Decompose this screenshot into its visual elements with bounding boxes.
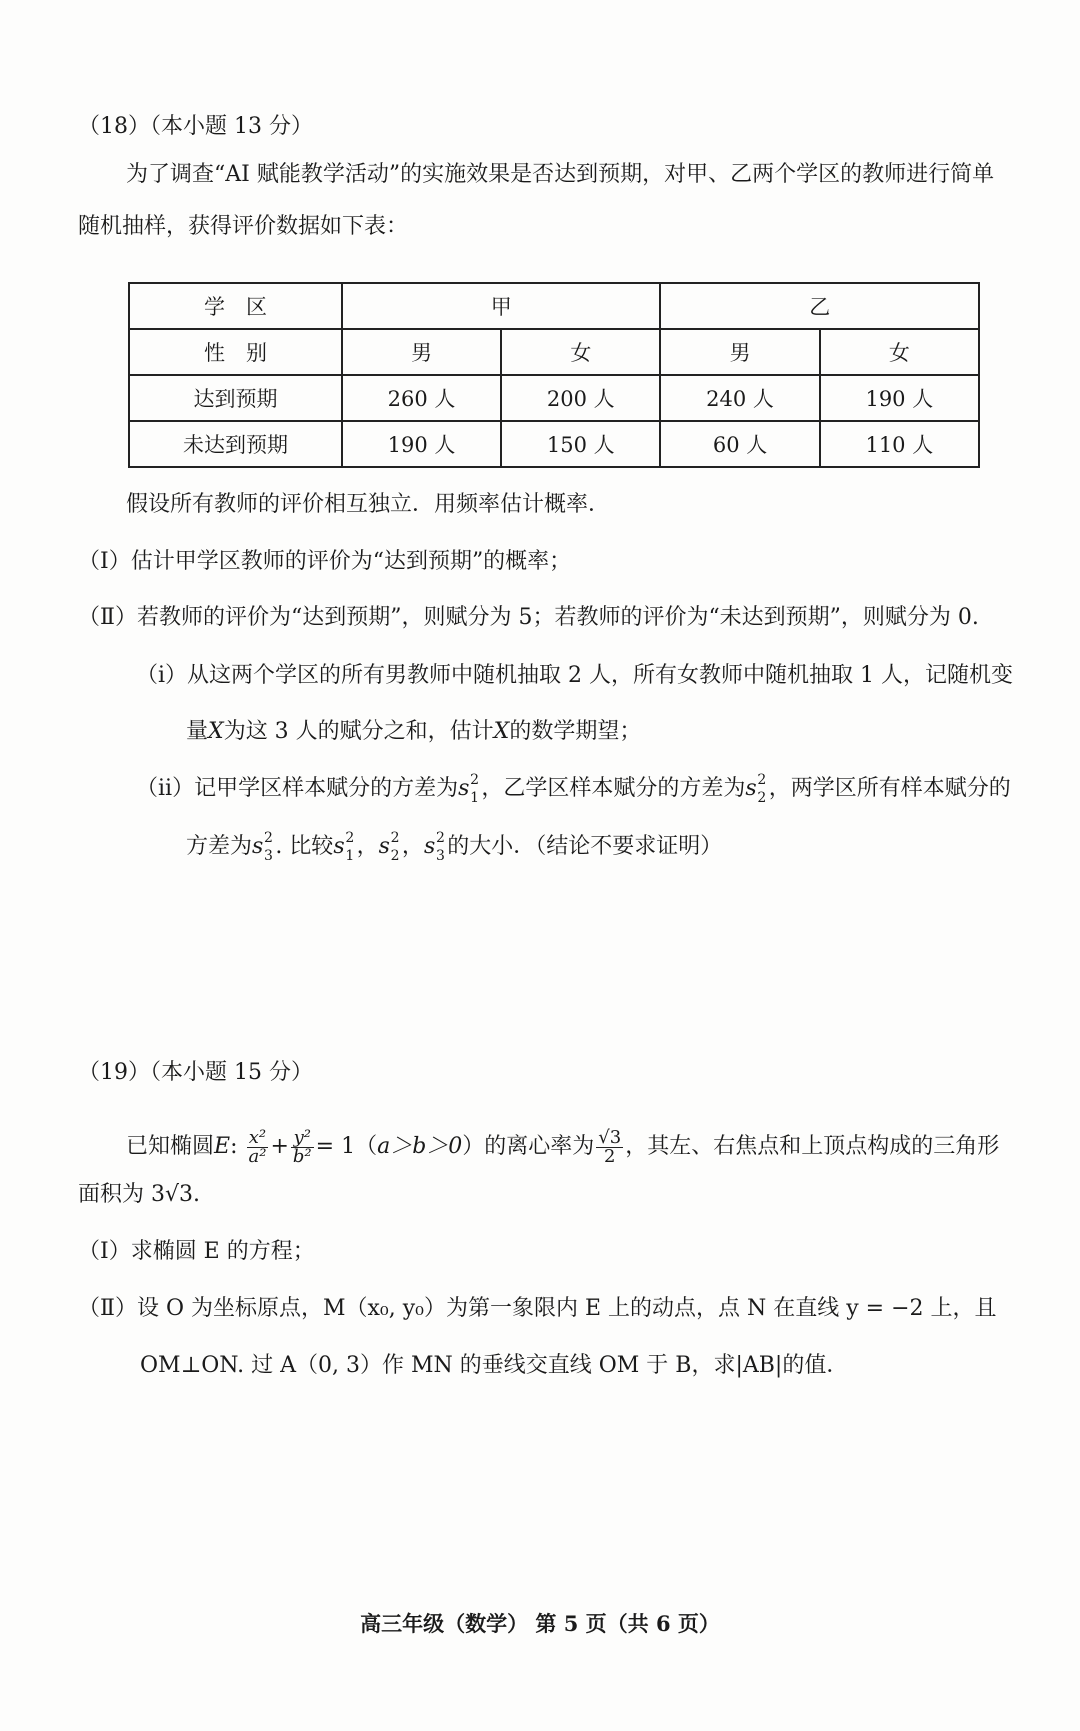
table-cell: 达到预期 [129, 375, 342, 421]
fraction-y2-b2: $\frac{\text{y²}}{\text{b²}}$ [292, 1126, 312, 1167]
table-cell: 学 区 [129, 283, 342, 329]
table-row [129, 329, 979, 375]
q19-intro [126, 1124, 999, 1170]
table-cell: 150 人 [501, 421, 660, 467]
fraction-x2-a2: $\frac{\text{x²}}{\text{a²}}$ [248, 1126, 267, 1167]
text-span: ，其左、右焦点和上顶点构成的三角形 [625, 1134, 1000, 1159]
table-cell: 190 人 [342, 421, 501, 467]
text-span: 为这 3 人的赋分之和，估计 [223, 719, 494, 744]
q18-intro-line2: 随机抽样，获得评价数据如下表： [78, 214, 409, 239]
text-span: ， [401, 834, 424, 859]
variance-s2: s 2 2 [745, 772, 767, 806]
text-span: （ⅱ）记甲学区样本赋分的方差为 [136, 776, 459, 801]
table-cell: 未达到预期 [129, 421, 342, 467]
table-cell: 男 [660, 329, 819, 375]
q18-part1: （Ⅰ）估计甲学区教师的评价为“达到预期”的概率； [78, 549, 572, 574]
q18-intro-line1: 为了调查“AI 赋能教学活动”的实施效果是否达到预期，对甲、乙两个学区的教师进行简单 [126, 162, 995, 187]
table-cell: 乙 [660, 283, 979, 329]
text-span: ，两学区所有样本赋分的 [768, 776, 1011, 801]
table-row [129, 421, 979, 467]
table-cell: 200 人 [501, 375, 660, 421]
evaluation-table [128, 282, 980, 468]
condition: a＞b＞0 [377, 1134, 463, 1159]
text-span: . [193, 1182, 201, 1207]
table-cell: 女 [501, 329, 660, 375]
table-row [129, 283, 979, 329]
q19-part1: （Ⅰ）求椭圆 E 的方程； [78, 1239, 315, 1264]
table-cell: 60 人 [660, 421, 819, 467]
table-cell: 女 [820, 329, 979, 375]
variance-s3: s 2 3 [423, 830, 445, 864]
q19-part2-line2: OM⊥ON. 过 A（0, 3）作 MN 的垂线交直线 OM 于 B，求|AB|的值． [140, 1353, 849, 1378]
text-span: = 1（ [315, 1134, 378, 1159]
text-span: 量 [186, 719, 209, 744]
table-cell: 甲 [342, 283, 661, 329]
table-cell: 110 人 [820, 421, 979, 467]
text-span: 的数学期望； [509, 719, 642, 744]
q18-assumption: 假设所有教师的评价相互独立．用频率估计概率． [126, 492, 611, 517]
q19-header: （19）（本小题 15 分） [78, 1060, 313, 1085]
variance-s1: s 2 1 [333, 830, 355, 864]
variance-s1: s 2 1 [458, 772, 479, 806]
text-span: : [230, 1134, 238, 1159]
q18-header: （18）（本小题 13 分） [78, 114, 313, 139]
text-span: + [270, 1134, 289, 1159]
variable-x: X [493, 719, 510, 744]
text-span: 面积为 3 [78, 1182, 165, 1207]
text-span: 方差为 [186, 834, 253, 859]
fraction-eccentricity: $\frac{√3}{2}$ [598, 1126, 622, 1167]
table-cell: 性 别 [129, 329, 342, 375]
variable-e: E [214, 1134, 231, 1159]
text-span: ）的离心率为 [462, 1134, 595, 1159]
q19-part2-line1: （Ⅱ）设 O 为坐标原点，M（x₀, y₀）为第一象限内 E 上的动点，点 N 在直线 y = −2 上，且 [78, 1296, 997, 1321]
q19-area [78, 1180, 200, 1210]
q18-part2i-line2 [186, 717, 641, 747]
text-span: . 比较 [275, 834, 334, 859]
text-span: ，乙学区样本赋分的方差为 [481, 776, 746, 801]
q18-part2ii-line2 [186, 832, 722, 862]
variable-x: X [208, 719, 224, 744]
text-span: ， [356, 834, 379, 859]
table-cell: 190 人 [820, 375, 979, 421]
q18-part2i-line1: （ⅰ）从这两个学区的所有男教师中随机抽取 2 人，所有女教师中随机抽取 1 人，记随机变 [136, 663, 1014, 688]
text-span: 已知椭圆 [126, 1134, 215, 1159]
text-span: 的大小．（结论不要求证明） [447, 834, 723, 859]
variance-s2: s 2 2 [378, 830, 400, 864]
table-cell: 240 人 [660, 375, 819, 421]
table-cell: 男 [342, 329, 501, 375]
table-cell: 260 人 [342, 375, 501, 421]
page-footer: 高三年级（数学） 第 5 页（共 6 页） [360, 1611, 720, 1636]
table-row [129, 375, 979, 421]
sqrt-three: √3 [165, 1182, 194, 1207]
q18-part2: （Ⅱ）若教师的评价为“达到预期”，则赋分为 5；若教师的评价为“未达到预期”，则赋分为 0. [78, 605, 979, 630]
q18-part2ii-line1 [136, 774, 1011, 804]
variance-s3: s 2 3 [252, 830, 273, 864]
